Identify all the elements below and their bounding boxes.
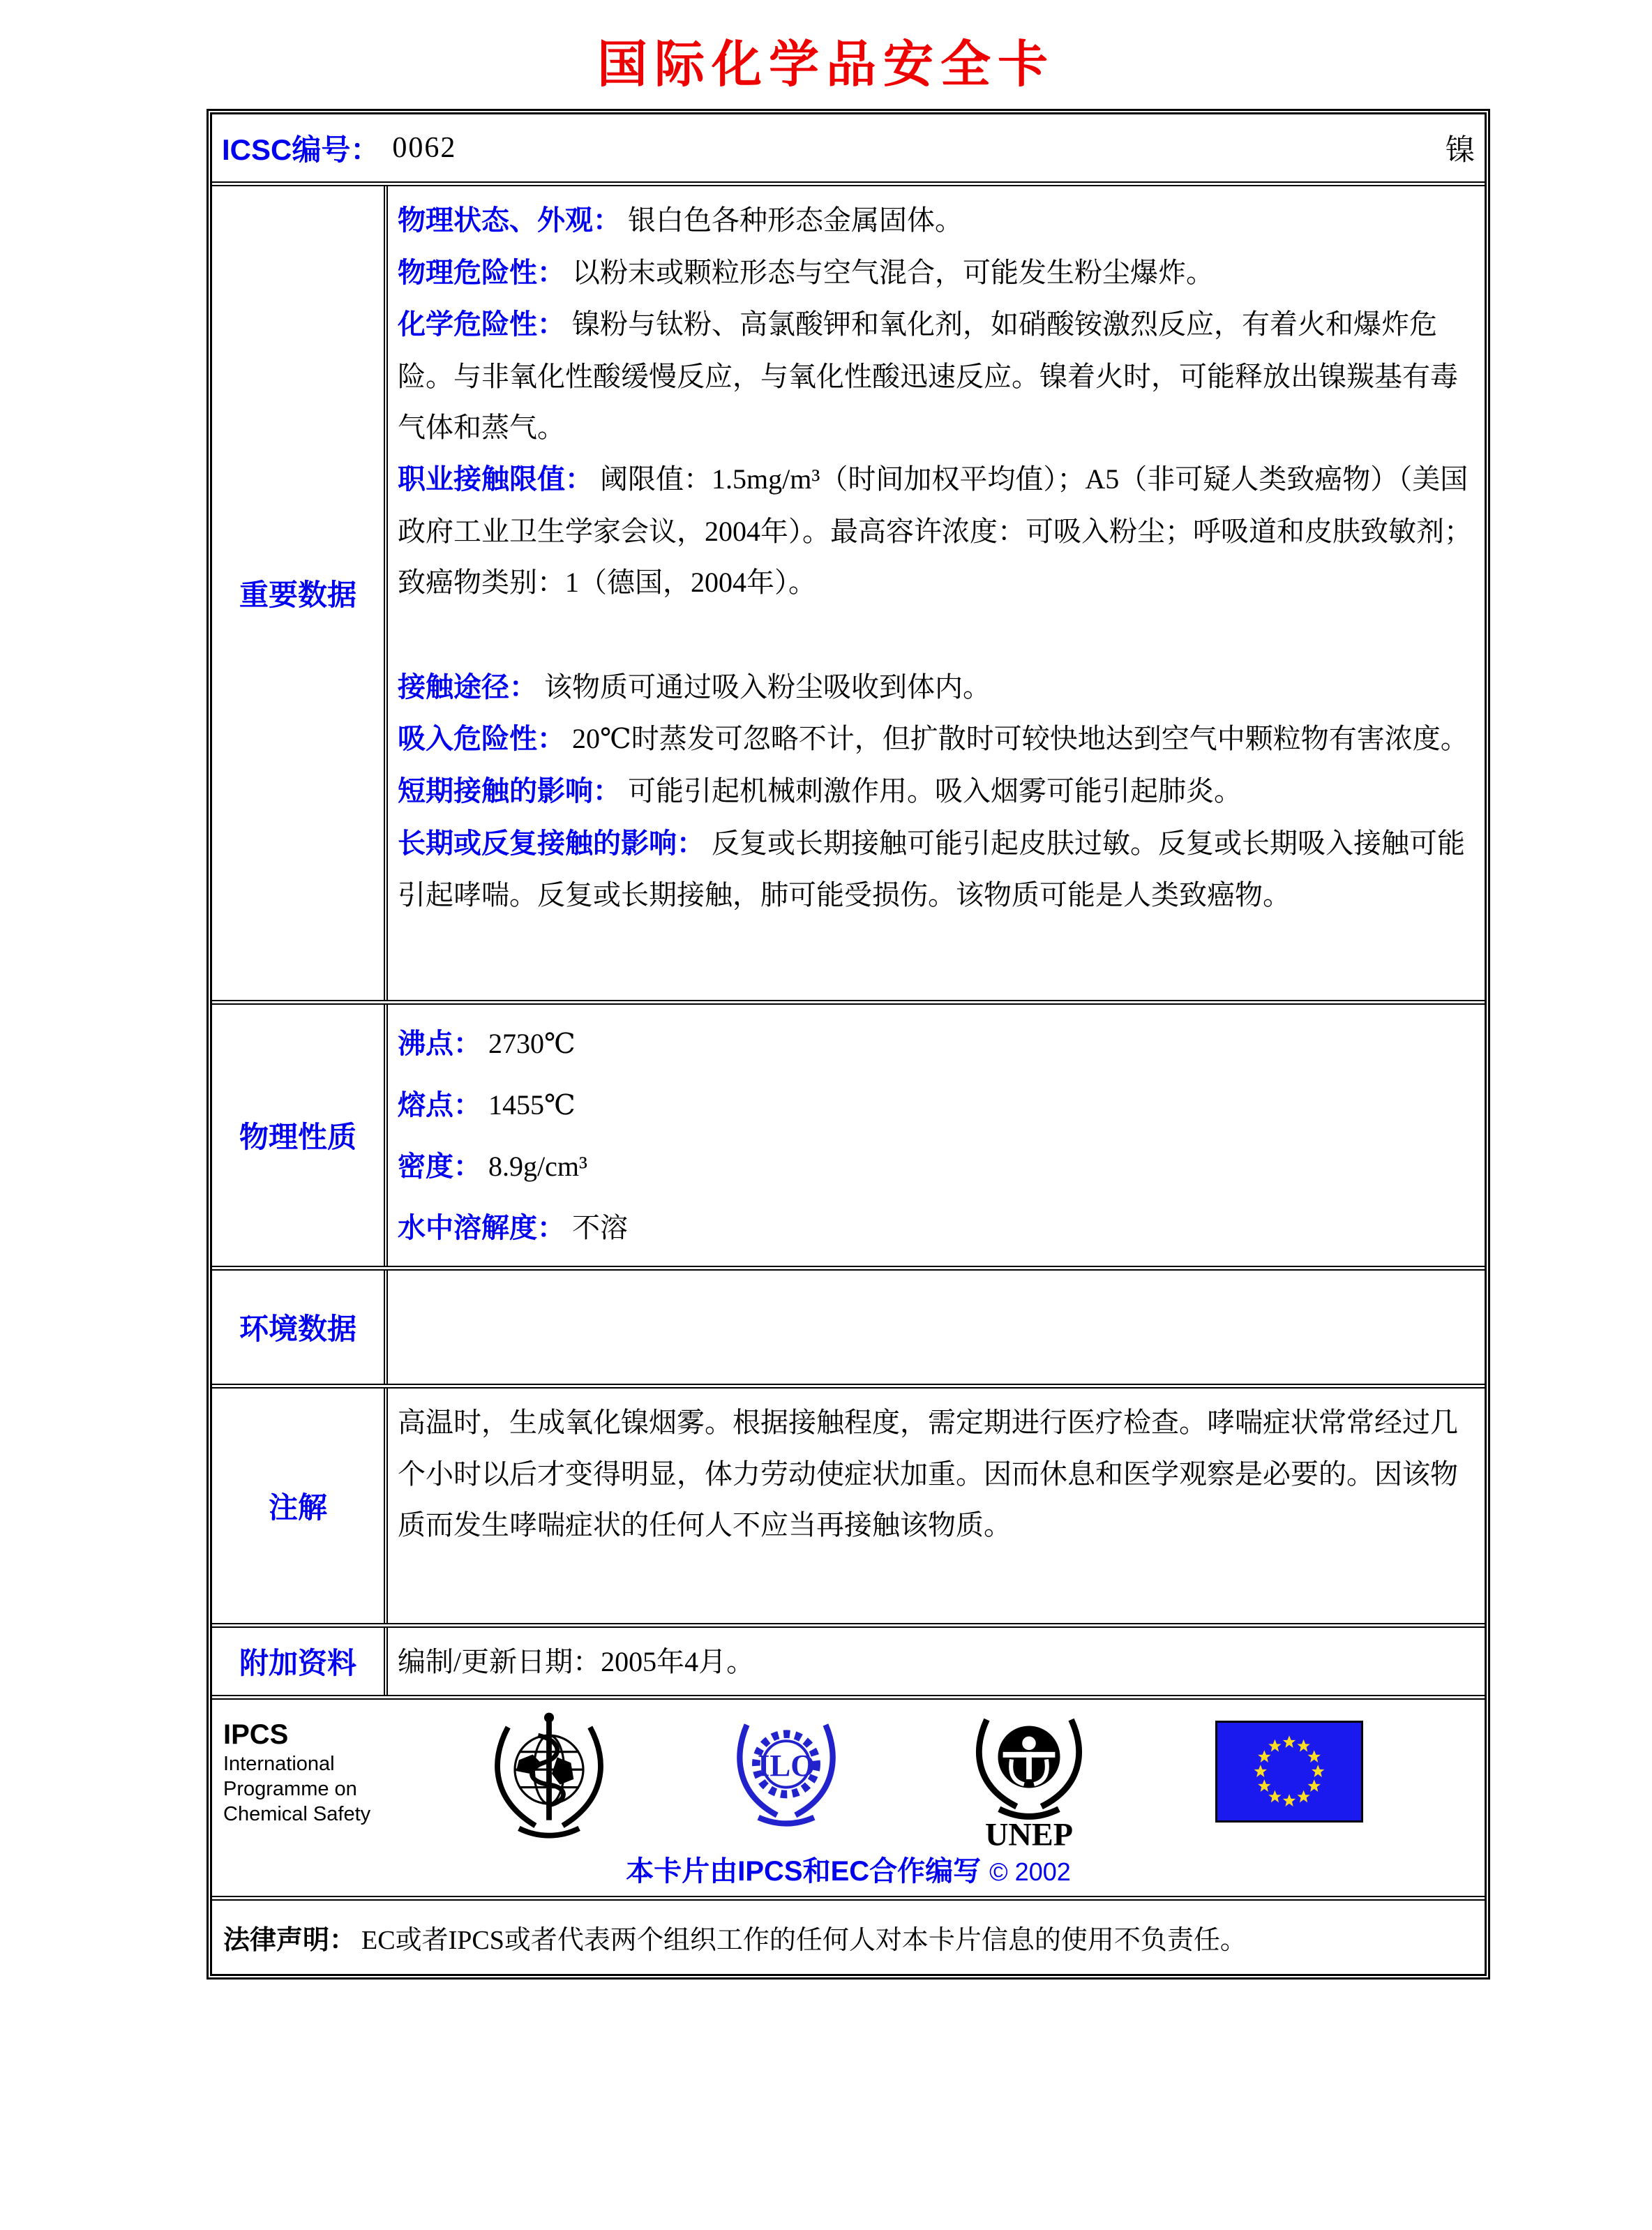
section-important-data-content bbox=[388, 186, 1485, 1000]
field-chemical-danger bbox=[398, 299, 1472, 454]
field-label: 吸入危险性： bbox=[398, 724, 565, 755]
field-label: 物理状态、外观： bbox=[398, 205, 621, 236]
section-notes-content: 高温时，生成氧化镍烟雾。根据接触程度，需定期进行医疗检查。哮喘症状常常经过几个小时以后才变得明显，体力劳动使症状加重。因而休息和医学观察是必要的。因该物质而发生哮喘症状的任何人不应当再接触该物质。 bbox=[398, 1407, 1458, 1541]
field-label: 熔点： bbox=[398, 1090, 481, 1121]
field-label: 职业接触限值： bbox=[398, 463, 593, 495]
field-text: 镍粉与钛粉、高氯酸钾和氧化剂，如硝酸铵激烈反应，有着火和爆炸危险。与非氧化性酸缓慢反应，与氧化性酸迅速反应。镍着火时，可能释放出镍羰基有毒气体和蒸气。 bbox=[398, 308, 1458, 444]
field-inhalation-risk bbox=[398, 713, 1472, 765]
section-physical-properties-content bbox=[388, 1005, 1485, 1266]
field-text: 8.9g/cm³ bbox=[488, 1151, 587, 1182]
field-physical-state bbox=[398, 195, 1472, 247]
section-additional-info-content: 编制/更新日期：2005年4月。 bbox=[398, 1646, 755, 1677]
ilo-letters: ILO bbox=[757, 1747, 816, 1783]
field-label: 长期或反复接触的影响： bbox=[398, 828, 705, 859]
prop-melting-point bbox=[398, 1075, 1472, 1136]
legal-label: 法律声明： bbox=[223, 1925, 356, 1955]
footer-caption bbox=[212, 1849, 1485, 1889]
field-text: 20℃时蒸发可忽略不计，但扩散时可较快地达到空气中颗粒物有害浓度。 bbox=[572, 723, 1469, 755]
field-text: 该物质可通过吸入粉尘吸收到体内。 bbox=[544, 671, 991, 703]
unep-letters: UNEP bbox=[985, 1816, 1073, 1853]
field-label: 密度： bbox=[398, 1151, 481, 1182]
ilo-logo-icon bbox=[728, 1704, 844, 1841]
section-notes bbox=[212, 1384, 1485, 1623]
ipcs-text-block bbox=[223, 1718, 370, 1827]
caption-text: 本卡片由IPCS和EC合作编写 bbox=[626, 1855, 982, 1887]
unep-logo-icon bbox=[967, 1704, 1091, 1855]
field-label: 水中溶解度： bbox=[398, 1213, 565, 1243]
field-label: 短期接触的影响： bbox=[398, 775, 621, 807]
section-additional-info bbox=[212, 1623, 1485, 1695]
footer-logos-row bbox=[212, 1695, 1485, 1896]
field-short-term-effects bbox=[398, 765, 1472, 818]
icsc-card bbox=[206, 109, 1490, 1980]
field-physical-danger bbox=[398, 247, 1472, 299]
section-environmental-data bbox=[212, 1266, 1485, 1384]
copyright-text: © 2002 bbox=[989, 1857, 1071, 1886]
who-logo-icon bbox=[479, 1705, 620, 1842]
ipcs-line: Chemical Safety bbox=[223, 1803, 371, 1826]
field-label: 沸点： bbox=[398, 1028, 481, 1059]
field-text: 阈限值：1.5mg/m³（时间加权平均值）；A5（非可疑人类致癌物）（美国政府工业卫生学家会议，2004年）。最高容许浓度：可吸入粉尘；呼吸道和皮肤致敏剂；致癌物类别：1（德国，2004年）。 bbox=[398, 463, 1472, 599]
section-environmental-data-label: 环境数据 bbox=[212, 1271, 388, 1384]
substance-name: 镍 bbox=[1445, 135, 1475, 167]
prop-boiling-point bbox=[398, 1013, 1472, 1075]
field-text: 反复或长期接触可能引起皮肤过敏。反复或长期吸入接触可能引起哮喘。反复或长期接触，肺可能受损伤。该物质可能是人类致癌物。 bbox=[398, 827, 1465, 911]
field-label: 物理危险性： bbox=[398, 257, 565, 288]
field-text: 银白色各种形态金属固体。 bbox=[628, 204, 963, 236]
icsc-header-row bbox=[212, 114, 1485, 181]
prop-water-solubility bbox=[398, 1197, 1472, 1259]
icsc-number-value: 0062 bbox=[392, 132, 457, 164]
section-physical-properties bbox=[212, 1000, 1485, 1266]
field-text: 可能引起机械刺激作用。吸入烟雾可能引起肺炎。 bbox=[628, 774, 1242, 807]
field-label: 接触途径： bbox=[398, 671, 537, 703]
page-title: 国际化学品安全卡 bbox=[596, 37, 1055, 93]
field-occupational-limits bbox=[398, 454, 1472, 608]
section-notes-label: 注解 bbox=[212, 1389, 388, 1623]
field-text: 1455℃ bbox=[488, 1089, 576, 1121]
ipcs-line: International bbox=[223, 1752, 335, 1775]
legal-text: EC或者IPCS或者代表两个组织工作的任何人对本卡片信息的使用不负责任。 bbox=[361, 1925, 1247, 1955]
field-text: 不溶 bbox=[572, 1212, 628, 1243]
section-important-data-label: 重要数据 bbox=[212, 186, 388, 1000]
field-text: 2730℃ bbox=[488, 1028, 576, 1059]
section-physical-properties-label: 物理性质 bbox=[212, 1005, 388, 1266]
section-important-data bbox=[212, 181, 1485, 1000]
section-environmental-data-content bbox=[388, 1271, 1485, 1384]
legal-disclaimer-row bbox=[212, 1896, 1485, 1974]
ipcs-line: Programme on bbox=[223, 1777, 357, 1800]
prop-density bbox=[398, 1136, 1472, 1197]
ipcs-acronym: IPCS bbox=[223, 1719, 289, 1750]
icsc-number-label: ICSC编号： bbox=[222, 133, 380, 166]
field-long-term-effects bbox=[398, 818, 1472, 921]
field-text: 以粉末或颗粒形态与空气混合，可能发生粉尘爆炸。 bbox=[572, 256, 1214, 288]
field-label: 化学危险性： bbox=[398, 309, 565, 341]
eu-flag-icon bbox=[1215, 1721, 1363, 1823]
field-exposure-routes bbox=[398, 661, 1472, 714]
section-additional-info-label: 附加资料 bbox=[212, 1628, 388, 1695]
blank-line bbox=[398, 608, 1472, 661]
